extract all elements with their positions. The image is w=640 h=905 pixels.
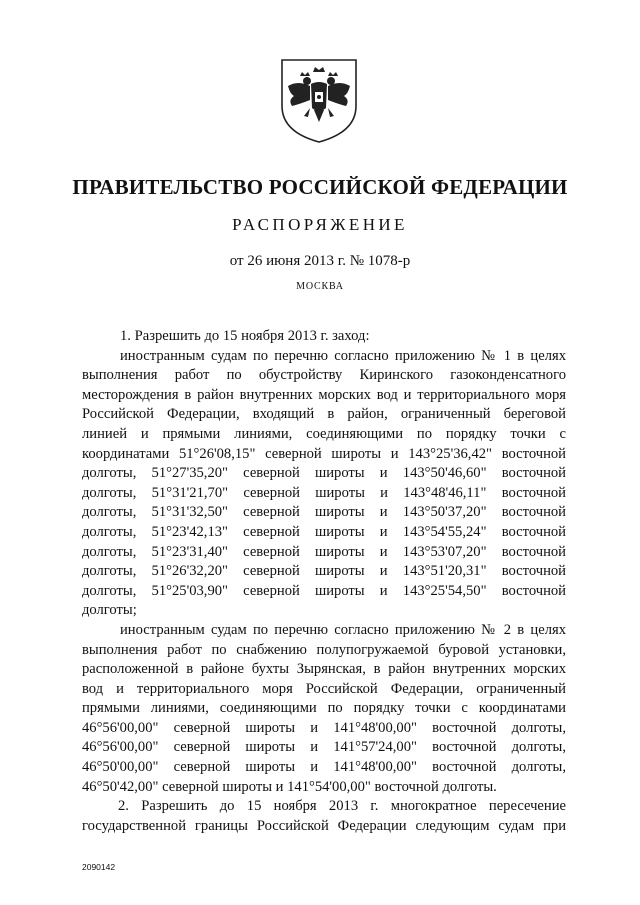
russian-coat-of-arms-emblem	[276, 56, 362, 146]
paragraph-line: долготы, 51°26'32,20" северной широты и 143°51'20,31" восточной	[82, 563, 566, 580]
paragraph-line: долготы, 51°23'31,40" северной широты и 143°53'07,20" восточной	[82, 543, 566, 560]
paragraph-line: долготы, 51°31'21,70" северной широты и 143°48'46,11" восточной	[82, 484, 566, 501]
paragraph-line: 46°50'42,00" северной широты и 141°54'00,00" восточной долготы.	[82, 778, 497, 795]
paragraph-line: координатами 51°26'08,15" северной широты и 143°25'36,42" восточной	[82, 445, 566, 462]
paragraph-line: 46°56'00,00" северной широты и 141°57'24,00" восточной долготы,	[82, 739, 566, 756]
paragraph-line: выполнения работ по обустройству Киринского газоконденсатного	[82, 367, 566, 384]
date-and-number: от 26 июня 2013 г. № 1078-р	[229, 253, 411, 269]
paragraph-line: долготы, 51°23'42,13" северной широты и 143°54'55,24" восточной	[82, 523, 566, 540]
paragraph-line: вод и территориального моря Российской Федерации, ограниченный	[82, 680, 566, 697]
paragraph-line: долготы;	[82, 602, 137, 619]
paragraph-line: месторождения в район внутренних морских вод и территориального моря	[82, 386, 566, 403]
city: МОСКВА	[296, 281, 344, 292]
paragraph-line: Российской Федерации, входящий в район, ограниченный береговой	[82, 406, 566, 423]
issuer-title: ПРАВИТЕЛЬСТВО РОССИЙСКОЙ ФЕДЕРАЦИИ	[72, 175, 568, 199]
paragraph-line: прямыми линиями, соединяющими по порядку точки с координатами	[82, 700, 566, 717]
paragraph-line: иностранным судам по перечню согласно приложению № 2 в целях	[120, 621, 566, 638]
paragraph-line: выполнения работ по снабжению полупогружаемой буровой установки,	[82, 641, 566, 658]
paragraph-line: расположенной в районе бухты Зырянская, в район внутренних морских	[82, 661, 566, 678]
paragraph-line: линией и прямыми линиями, соединяющими по порядку точки с	[82, 425, 566, 442]
document-type: РАСПОРЯЖЕНИЕ	[232, 215, 408, 234]
paragraph-line: долготы, 51°25'03,90" северной широты и 143°25'54,50" восточной	[82, 582, 566, 599]
paragraph-line: 2. Разрешить до 15 ноября 2013 г. многократное пересечение	[118, 798, 566, 815]
paragraph-line: долготы, 51°27'35,20" северной широты и 143°50'46,60" восточной	[82, 465, 566, 482]
paragraph-line: 46°50'00,00" северной широты и 141°48'00,00" восточной долготы,	[82, 759, 566, 776]
paragraph-line: иностранным судам по перечню согласно приложению № 1 в целях	[120, 347, 566, 364]
document-body	[82, 327, 566, 836]
paragraph-line: государственной границы Российской Федерации следующим судам при	[82, 817, 566, 834]
paragraph-line: 1. Разрешить до 15 ноября 2013 г. заход:	[120, 328, 370, 344]
paragraph-line: 46°56'00,00" северной широты и 141°48'00,00" восточной долготы,	[82, 719, 566, 736]
paragraph-line: долготы, 51°31'32,50" северной широты и 143°50'37,20" восточной	[82, 504, 566, 521]
document-code: 2090142	[82, 862, 116, 872]
